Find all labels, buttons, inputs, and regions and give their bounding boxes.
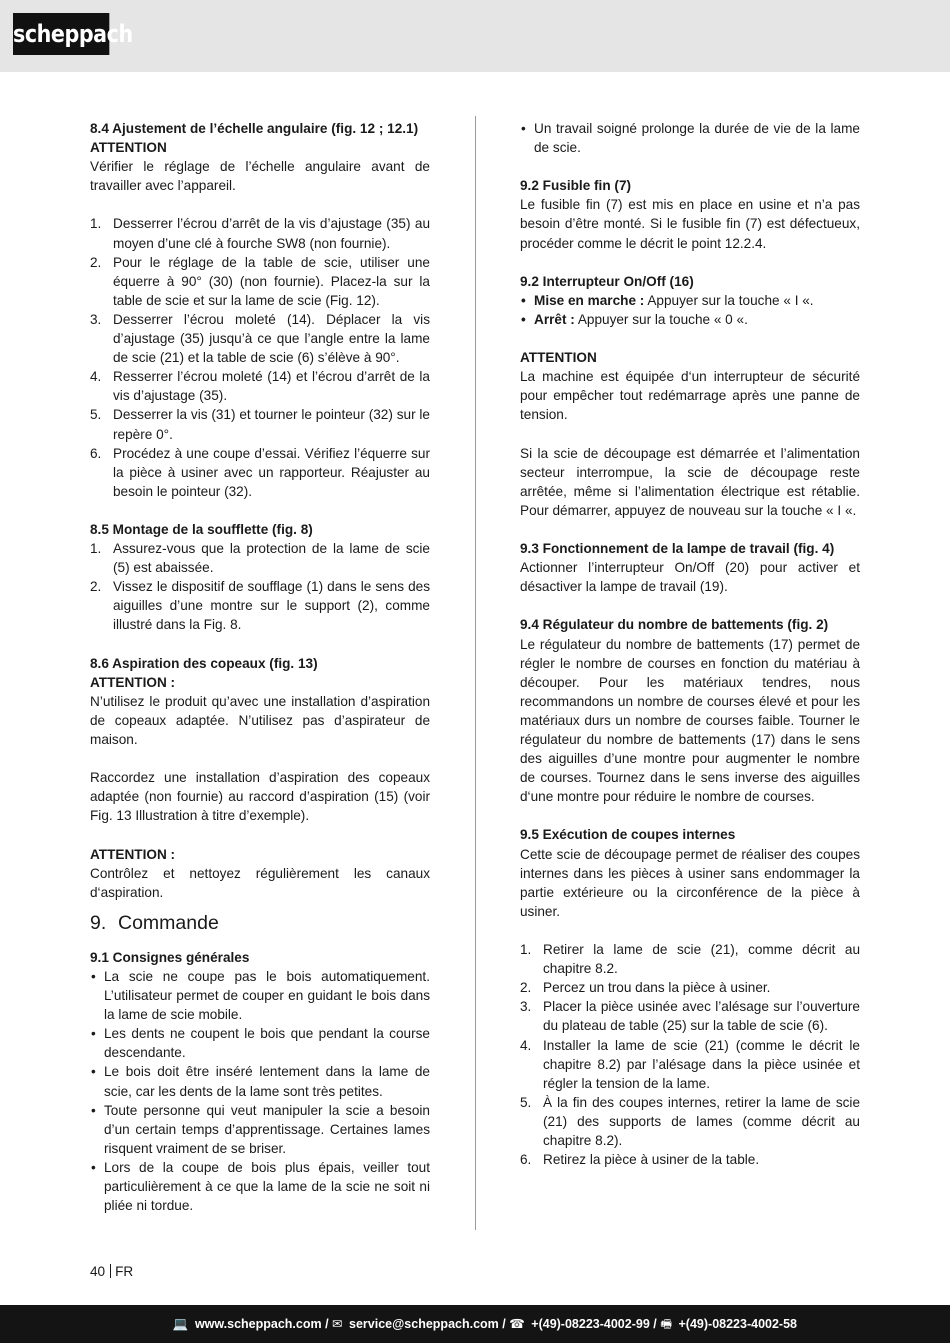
list-item: 2. Vissez le dispositif de soufflage (1) dans le sens des aiguilles d’une montre sur le support (2), comme illustré dans la Fig. 8.: [90, 579, 430, 633]
list-item: 4. Resserrer l’écrou moleté (14) et l’écrou d’arrêt de la vis d’ajustage (35).: [90, 369, 430, 404]
list-item: 1. Retirer la lame de scie (21), comme décrit au chapitre 8.2.: [520, 942, 860, 977]
attention-label: ATTENTION: [90, 140, 167, 156]
steps-list-8-5: [90, 539, 430, 634]
attention-label: ATTENTION :: [90, 846, 176, 862]
list-item: • La scie ne coupe pas le bois automatiquement. L’utilisateur permet de couper en guidant le bois dans la lame de scie mobile.: [91, 968, 430, 1023]
footer-website: www.scheppach.com /: [194, 1317, 329, 1331]
list-item: • Mise en marche : Appuyer sur la touche « I «.: [521, 292, 814, 308]
list-item: • Les dents ne coupent le bois que pendant la course descendante.: [91, 1026, 430, 1061]
list-item: 4. Installer la lame de scie (21) (comme le décrit le chapitre 8.2) par l’alésage dans la pièce usinée et régler la tension de la lame.: [520, 1037, 860, 1091]
page-number: 40 FR: [90, 1264, 134, 1279]
computer-icon: 💻: [172, 1317, 189, 1331]
section-heading-8-6: 8.6 Aspiration des copeaux (fig. 13): [90, 655, 318, 671]
column-divider: [475, 116, 476, 1230]
section-heading-9-5: 9.5 Exécution de coupes internes: [520, 827, 736, 843]
attention-label: ATTENTION: [520, 350, 597, 366]
list-item: 1. Assurez-vous que la protection de la lame de scie (5) est abaissée.: [90, 541, 430, 576]
mail-icon: ✉: [332, 1317, 343, 1331]
paragraph: Contrôlez et nettoyez régulièrement les canaux d‘aspiration.: [90, 865, 430, 900]
section-heading-9-1: 9.1 Consignes générales: [90, 949, 250, 965]
paragraph: Le fusible fin (7) est mis en place en usine et n’a pas besoin d’être monté. Si le fusible fin (7) est défectueux, procéder comme le décrit le point 12.2.4.: [520, 197, 860, 251]
section-heading-8-4: 8.4 Ajustement de l’échelle angulaire (fig. 12 ; 12.1): [90, 121, 419, 136]
bullet-list-continued: [520, 119, 860, 157]
paragraph: La machine est équipée d‘un interrupteur de sécurité pour empêcher tout redémarrage après une panne de tension.: [520, 369, 860, 423]
paragraph: Raccordez une installation d’aspiration des copeaux adaptée (non fournie) au raccord d’aspiration (15) (voir Fig. 13 Illustration à titre d’exemple).: [90, 770, 430, 824]
section-heading-9-3: 9.3 Fonctionnement de la lampe de travail (fig. 4): [520, 541, 835, 557]
bullet-list-9-1: [90, 967, 430, 1215]
page-header: [0, 0, 950, 72]
scheppach-logo: scheppach: [13, 13, 109, 55]
paragraph: Vérifier le réglage de l’échelle angulaire avant de travailler avec l’appareil.: [90, 159, 430, 194]
switch-bullets: [520, 291, 860, 329]
steps-list-8-4: [90, 214, 430, 500]
list-item: 3. Desserrer l’écrou moleté (14). Déplacer la vis d’ajustage (35) jusqu’à ce que l’angle entre la lame de scie (21) et la table de scie (6) s’élève à 90°.: [90, 311, 430, 366]
paragraph: Le régulateur du nombre de battements (17) permet de régler le nombre de courses en fonction du matériau à découper. Pour les matériaux tendres, nous recommandons un nombre de courses élevé et pour les matériaux durs un nombre de courses faible. Tourner le régulateur du nombre de battements (17) dans le sens des aiguilles d’une montre pour augmenter le nombre de courses. Tournez dans le sens inverse des aiguilles d‘une montre pour réduire le nombre de courses.: [520, 636, 860, 805]
list-item: 6. Retirez la pièce à usiner de la table.: [520, 1152, 760, 1168]
chapter-heading-9: 9. Commande: [90, 911, 219, 934]
list-item: 5. À la fin des coupes internes, retirer la lame de scie (21) des supports de lames (comme décrit au chapitre 8.2).: [520, 1094, 860, 1148]
phone-icon: ☎: [509, 1317, 525, 1331]
list-item: 1. Desserrer l’écrou d’arrêt de la vis d’ajustage (35) au moyen d’une clé à fourche SW8 (non fournie).: [90, 216, 430, 251]
list-item: • Lors de la coupe de bois plus épais, veiller tout particulièrement à ce que la lame de la scie ne soit ni pliée ni tordue.: [91, 1159, 430, 1214]
section-heading-9-2-fuse: 9.2 Fusible fin (7): [520, 178, 632, 194]
list-item: 2. Pour le réglage de la table de scie, utiliser une équerre à 90° (30) (non fournie). Placez-la sur la table de scie et sur la lame de scie (Fig. 12).: [90, 254, 430, 308]
right-column: [520, 119, 860, 1169]
attention-label: ATTENTION :: [90, 674, 176, 690]
steps-list-9-5: [520, 940, 860, 1169]
list-item: • Toute personne qui veut manipuler la scie a besoin d’un certain temps d’apprentissage. Certaines lames risquent vraiment de se briser.: [91, 1102, 430, 1156]
footer-email: service@scheppach.com /: [349, 1317, 506, 1331]
list-item: 5. Desserrer la vis (31) et tourner le pointeur (32) sur le repère 0°.: [90, 407, 430, 442]
paragraph: Si la scie de découpage est démarrée et l’alimentation secteur interrompue, la scie de découpage reste arrêtée, même si l’alimentation électrique est rétablie. Pour démarrer, appuyez de nouveau sur la touche « I «.: [520, 445, 860, 518]
list-item: 6. Procédez à une coupe d’essai. Vérifiez l’équerre sur la pièce à usiner avec un rapporteur. Réajuster au besoin le pointeur (32).: [90, 445, 430, 499]
language-code: FR: [115, 1264, 134, 1279]
paragraph: Actionner l’interrupteur On/Off (20) pour activer et désactiver la lampe de travail (19).: [520, 560, 860, 595]
paragraph: Cette scie de découpage permet de réaliser des coupes internes dans les pièces à usiner sans endommager la partie extérieure ou la circonférence de la pièce à usiner.: [520, 846, 860, 919]
list-item: • Un travail soigné prolonge la durée de vie de la lame de scie.: [521, 121, 860, 156]
footer-phone: +(49)-08223-4002-99 /: [531, 1317, 657, 1331]
section-heading-8-5: 8.5 Montage de la soufflette (fig. 8): [90, 521, 313, 537]
paragraph: N’utilisez le produit qu’avec une installation d’aspiration de copeaux adaptée. N’utilisez pas d’aspirateur de maison.: [90, 693, 430, 747]
left-column: [90, 119, 430, 1215]
section-heading-9-4: 9.4 Régulateur du nombre de battements (fig. 2): [520, 617, 829, 633]
list-item: 2. Percez un trou dans la pièce à usiner.: [520, 980, 771, 996]
list-item: • Le bois doit être inséré lentement dans la lame de scie, car les dents de la lame sont très petites.: [91, 1064, 430, 1099]
footer-fax: +(49)-08223-4002-58: [678, 1317, 797, 1331]
list-item: • Arrêt : Appuyer sur la touche « 0 «.: [521, 311, 748, 327]
contact-footer: [0, 1305, 950, 1343]
fax-icon: 🖷: [660, 1317, 673, 1331]
section-heading-9-2-switch: 9.2 Interrupteur On/Off (16): [520, 273, 694, 289]
list-item: 3. Placer la pièce usinée avec l’alésage sur l’ouverture du plateau de table (25) sur la table de scie (6).: [520, 999, 860, 1034]
